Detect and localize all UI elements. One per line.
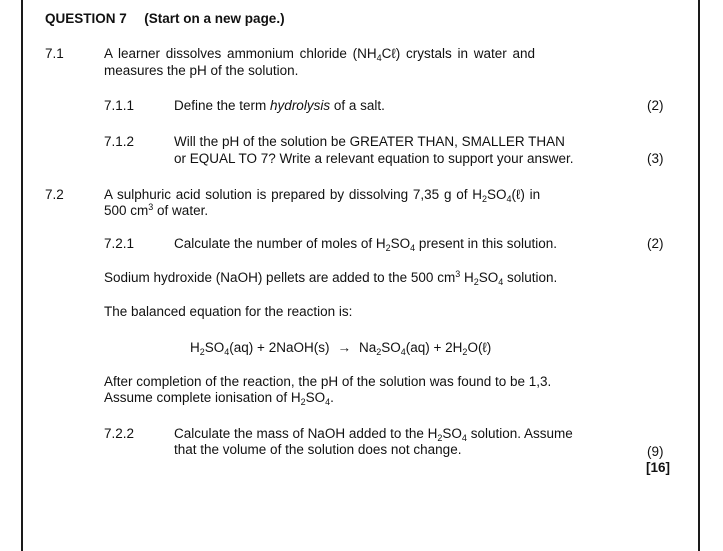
q7-1-1-mark: (2): [647, 98, 664, 113]
q7-1-1-number: 7.1.1: [104, 98, 135, 113]
q7-2-number: 7.2: [45, 187, 64, 202]
balanced-equation: $H_2SO_4(aq)$ + 2NaOH(s) → $Na_2SO_4(aq)$ + $2H_2O(\ell)$: [190, 340, 492, 357]
reaction-arrow-icon: →: [337, 340, 351, 355]
naoh-added-text: Sodium hydroxide (NaOH) pellets are added to the 500 $cm^3$ $H_2SO_4$ solution.: [104, 269, 558, 287]
q7-2-line1: A sulphuric acid solution is prepared by dissolving 7,35 g of $H_2SO_4(\ell)$ in: [104, 187, 541, 204]
question-title: QUESTION 7: [45, 11, 127, 26]
after-completion-line2: Assume complete ionisation of $H_2SO_4$.: [104, 390, 334, 407]
q7-2-2-mark: (9): [647, 444, 664, 459]
q7-1-2-mark: (3): [647, 151, 664, 166]
q7-2-line2: 500 $cm^3$ of water.: [104, 202, 209, 218]
balanced-equation-intro: The balanced equation for the reaction is:: [104, 304, 353, 319]
q7-1-line1: A learner dissolves ammonium chloride $(NH_4C\ell)$ crystals in water and: [104, 46, 536, 63]
q7-1-2-line1: Will the pH of the solution be GREATER THAN, SMALLER THAN: [174, 134, 565, 149]
q7-1-number: 7.1: [45, 46, 64, 61]
q7-1-2-number: 7.1.2: [104, 134, 135, 149]
q7-2-1-number: 7.2.1: [104, 236, 135, 251]
q7-2-1-text: Calculate the number of moles of $H_2SO_4$ present in this solution.: [174, 236, 557, 253]
q7-2-2-line2: that the volume of the solution does not change.: [174, 442, 462, 457]
q7-2-2-number: 7.2.2: [104, 426, 135, 441]
q7-1-line2: measures the pH of the solution.: [104, 63, 299, 78]
hydrolysis-term: hydrolysis: [270, 98, 331, 113]
q7-2-2-line1: Calculate the mass of NaOH added to the $H_2SO_4$ solution. Assume: [174, 426, 573, 443]
question-total-mark: [16]: [646, 460, 671, 475]
page-border-left: [21, 0, 23, 551]
page-border-right: [698, 0, 700, 551]
question-instruction: (Start on a new page.): [144, 11, 285, 26]
q7-1-2-line2: or EQUAL TO 7? Write a relevant equation to support your answer.: [174, 151, 574, 166]
q7-2-1-mark: (2): [647, 236, 664, 251]
q7-1-1-text: Define the term hydrolysis of a salt.: [174, 98, 385, 113]
question-heading: [45, 11, 285, 27]
after-completion-line1: After completion of the reaction, the pH of the solution was found to be 1,3.: [104, 374, 552, 389]
